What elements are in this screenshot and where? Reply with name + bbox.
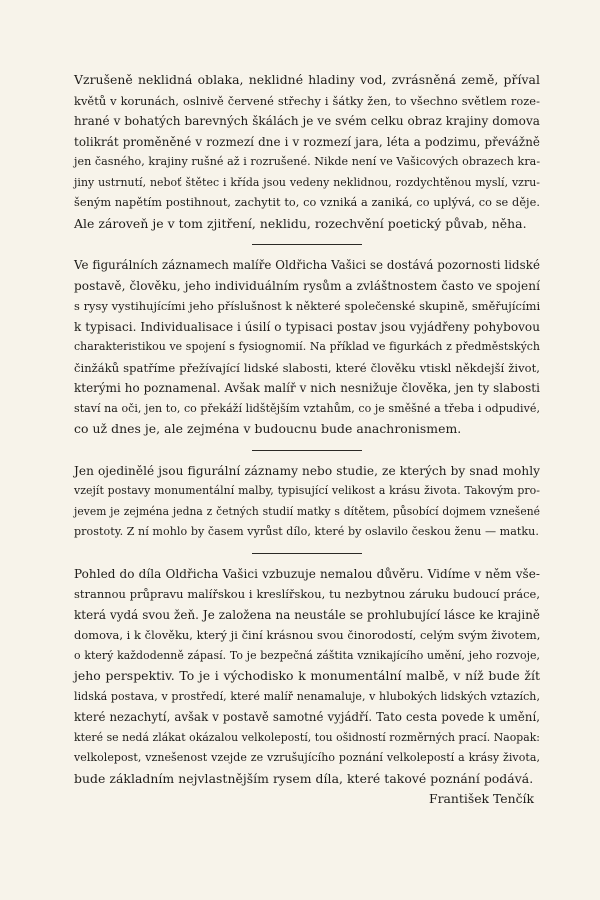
section-divider <box>252 553 362 554</box>
text-line: k typisaci. Individualisace i úsilí o typisaci postav jsou vyjádřeny pohybovou <box>74 319 540 334</box>
text-column <box>74 70 540 810</box>
text-line: bude základním nejvlastnějším rysem díla, které takové poznání podává. <box>74 770 534 786</box>
text-line: postavě, člověku, jeho individuálním rysům a zvláštnostem často ve spojení <box>74 278 540 293</box>
paragraph-4 <box>74 564 540 790</box>
text-line: květů v korunách, oslnivě červené střechy i šátky žen, to všechno světlem roze- <box>74 93 540 108</box>
text-line: šeným napětím postihnout, zachytit to, co vzniká a zaniká, co uplývá, co se děje. <box>74 196 540 209</box>
text-line: Ale zároveň je v tom zjitření, neklidu, rozechvění poetický půvab, něha. <box>74 215 527 231</box>
text-line: Ve figurálních záznamech malíře Oldřicha Vašici se dostává pozornosti lidské <box>74 258 540 272</box>
text-line: jeho perspektiv. To je i východisko k monumentální malbě, v níž bude žít <box>74 668 540 683</box>
paragraph-3 <box>74 461 540 543</box>
text-line: Vzrušeně neklidná oblaka, neklidné hladiny vod, zvrásněná země, příval <box>74 72 540 87</box>
text-line: jiny ustrnutí, neboť štětec i křída jsou vedeny neklidnou, rozdychtěnou myslí, vzru- <box>74 175 540 189</box>
paragraph-2 <box>74 255 540 440</box>
text-line: domova, i k člověku, který ji činí krásnou svou činorodostí, celým svým životem, <box>74 628 541 642</box>
text-line: lidská postava, v prostředí, které malíř nenamaluje, v hlubokých lidských vztazích, <box>74 689 540 703</box>
paragraph-1 <box>74 70 540 234</box>
text-line: Pohled do díla Oldřicha Vašici vzbuzuje nemalou důvěru. Vidíme v něm vše- <box>74 566 540 581</box>
text-line: s rysy vystihujícími jeho příslušnost k některé společenské skupině, směřujícími <box>74 299 541 313</box>
text-line: prostoty. Z ní mohlo by časem vyrůst dílo, které by oslavilo českou ženu — matku. <box>74 525 539 538</box>
text-line: jevem je zejména jedna z četných studií matky s dítětem, působící dojmem vznešené <box>74 504 540 518</box>
text-line: které nezachytí, avšak v postavě samotné vyjádří. Tato cesta povede k umění, <box>74 710 540 724</box>
text-line: jen časného, krajiny rušné až i rozrušené. Nikde není ve Vašicových obrazech kra- <box>74 155 541 168</box>
text-line: kterými ho poznamenal. Avšak malíř v nich nesnižuje člověka, jen ty slabosti <box>74 381 540 395</box>
section-divider <box>252 450 362 451</box>
text-line: charakteristikou ve spojení s fysiognomií. Na příklad ve figurkách z předměstských <box>74 340 540 353</box>
text-line: o který každodenně zápasí. To je bezpečná záštita vznikajícího umění, jeho rozvoje, <box>74 648 540 662</box>
text-line: hrané v bohatých barevných škálách je ve svém celku obraz krajiny domova <box>74 114 540 128</box>
text-line: Jen ojedinělé jsou figurální záznamy nebo studie, ze kterých by snad mohly <box>74 463 540 478</box>
section-divider <box>252 244 362 245</box>
text-line: velkolepost, vznešenost vzejde ze vzrušujícího poznání velkolepostí a krásy života, <box>74 751 540 764</box>
text-line: co už dnes je, ale zejména v budoucnu bude anachronismem. <box>74 421 462 436</box>
author-signature: František Tenčík <box>429 791 534 806</box>
text-line: činžáků spatříme přežívající lidské slabosti, které člověku vtiskl někdejší život, <box>74 360 540 375</box>
text-line: tolikrát proměněné v rozmezí dne i v rozmezí jara, léta a podzimu, převážně <box>74 134 540 149</box>
text-line: staví na oči, jen to, co překáží lidštějším vztahům, co je směšné a třeba i odpudivé, <box>74 401 540 415</box>
text-line: které se nedá zlákat okázalou velkolepostí, tou ošidností rozměrných prací. Naopak: <box>74 730 540 744</box>
text-line: která vydá svou žeň. Je založena na neustále se prohlubující lásce ke krajině <box>74 607 540 622</box>
text-line: strannou průpravu malířskou i kreslířskou, tu nezbytnou záruku budoucí práce, <box>74 587 540 601</box>
text-line: vzejít postavy monumentální malby, typisující velikost a krásu života. Takovým pro- <box>74 484 540 497</box>
